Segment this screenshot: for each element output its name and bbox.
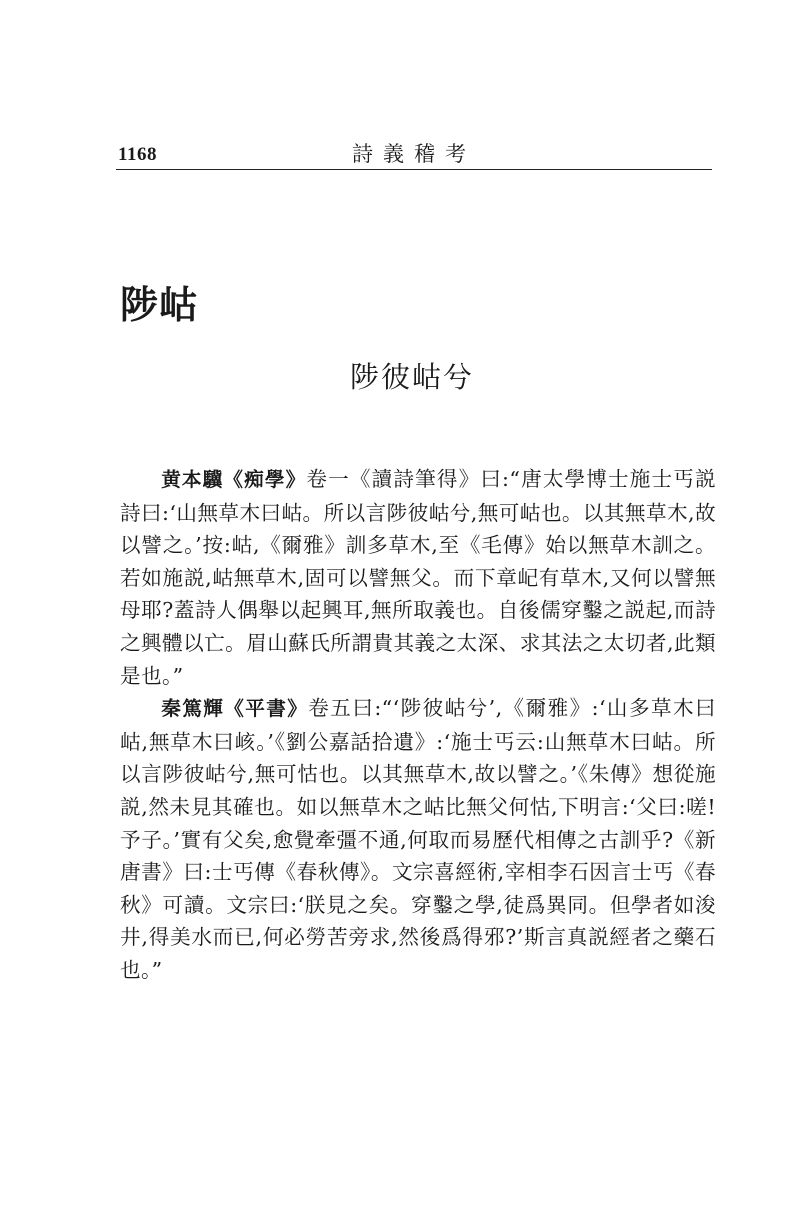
header-rule [116, 169, 712, 170]
source-citation: 黄本驥《痴學》 [161, 468, 307, 491]
paragraph-text: 卷一《讀詩筆得》曰:“唐太學博士施士丐説詩曰:‘山無草木曰岵。所以言陟彼岵兮,無可岵也。以其無草木,故以譬之。’按:岵,《爾雅》訓多草木,至《毛傳》始以無草木訓之。若如施説,岵無草木,固可以譬無父。而下章屺有草木,又何以譬無母耶?蓋詩人偶舉以起興耳,無所取義也。自後儒穿鑿之説起,而詩之興體以亡。眉山蘇氏所謂貴其義之太深、求其法之太切者,此類是也。” [120, 467, 716, 688]
page-number: 1168 [118, 144, 157, 165]
page-header [116, 138, 712, 170]
section-title: 陟岵 [120, 283, 199, 327]
running-title: 詩義稽考 [352, 142, 476, 166]
paragraph [120, 692, 716, 986]
source-citation: 秦篤輝《平書》 [161, 697, 309, 721]
subtitle: 陟彼岵兮 [350, 360, 475, 394]
body-text [120, 463, 716, 987]
paragraph [120, 463, 716, 692]
paragraph-text: 卷五曰:“‘陟彼岵兮’,《爾雅》:‘山多草木曰岵,無草木曰峐。’《劉公嘉話拾遺》:‘施士丐云:山無草木曰岵。所以言陟彼岵兮,無可怙也。以其無草木,故以譬之。’《朱傳》想從施説,然未見其確也。如以無草木之岵比無父何怙,下明言:‘父曰:嗟!予子。’實有父矣,愈覺牽彊不通,何取而易歷代相傳之古訓乎?《新唐書》曰:士丐傳《春秋傳》。文宗喜經術,宰相李石因言士丐《春秋》可讀。文宗曰:‘朕見之矣。穿鑿之學,徒爲異同。但學者如浚井,得美水而已,何必勞苦旁求,然後爲得邪?’斯言真説經者之藥石也。” [120, 696, 716, 982]
